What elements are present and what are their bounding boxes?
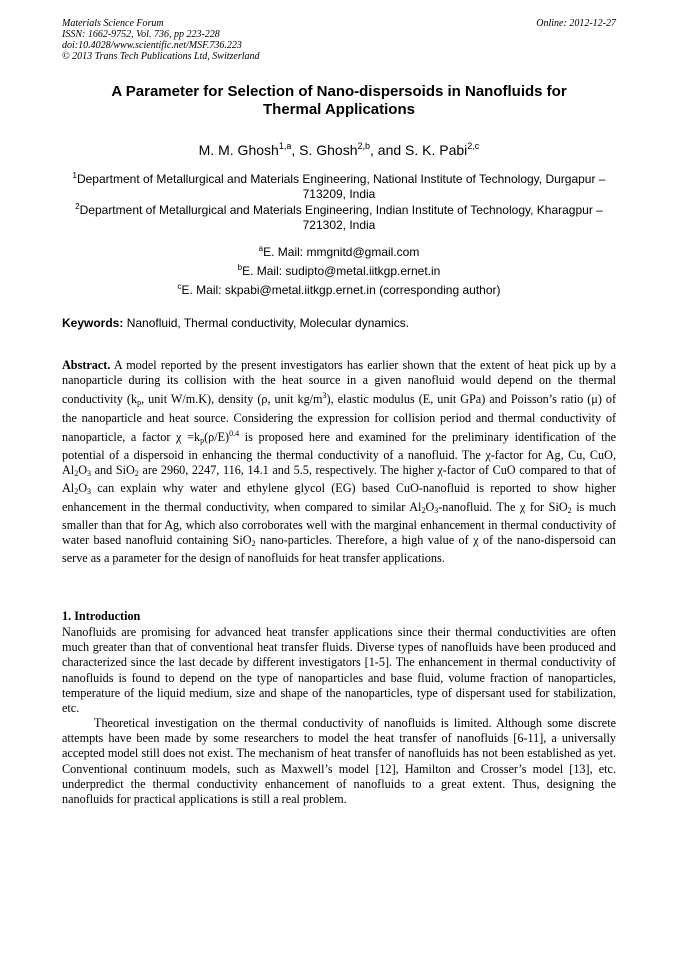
abstract-sup: 3: [322, 391, 327, 401]
keywords-label: Keywords:: [62, 316, 124, 330]
paper-title: [62, 83, 616, 119]
email-a: [62, 241, 616, 260]
abstract-text: is much smaller than that for Ag, which also corroborates well with the marginal enhancement in thermal conductivity of water based nanofluid containing SiO: [62, 499, 616, 548]
online-date: Online: 2012-12-27: [536, 18, 616, 29]
abstract-text: -nanofluid. The χ for SiO: [438, 499, 568, 514]
abstract-sub: 3: [434, 505, 439, 515]
email-a-marker: a: [258, 244, 264, 253]
author-2: S. Ghosh: [299, 142, 358, 158]
author-1: M. M. Ghosh: [198, 142, 279, 158]
abstract-sup: 0.4: [229, 428, 240, 438]
doi-line[interactable]: doi:10.4028/www.scientific.net/MSF.736.223: [62, 40, 242, 51]
author-3: and S. K. Pabi: [377, 142, 468, 158]
author-3-affil: 2,c: [467, 141, 480, 151]
email-block: [62, 241, 616, 298]
affiliation-2-marker: 2: [75, 202, 80, 211]
abstract-text: O: [425, 499, 435, 514]
abstract-text: O: [78, 481, 87, 496]
abstract-sub: p: [137, 398, 142, 408]
email-b-marker: b: [237, 263, 243, 272]
abstract-text: , unit W/m.K), density (ρ, unit kg/m: [141, 392, 323, 407]
abstract-text: are 2960, 2247, 116, 14.1 and 5.5, respectively. The higher χ-factor of CuO compared to that of Al: [62, 463, 616, 496]
abstract-text: is proposed here and examined for the preliminary identification of the potential of a dispersoid in enhancing the thermal conductivity of a nanofluid. The χ-factor for Ag, Cu, CuO, Al: [62, 429, 616, 478]
abstract-text: (ρ/E): [204, 429, 230, 444]
abstract-sub: 3: [87, 469, 91, 479]
journal-header: [62, 18, 260, 62]
title-line-2: Thermal Applications: [263, 101, 415, 118]
section-heading-introduction: 1. Introduction: [62, 609, 141, 623]
title-line-1: A Parameter for Selection of Nano-dispersoids in Nanofluids for: [111, 83, 567, 100]
author-1-affil: 1,a: [278, 141, 292, 151]
affiliation-1-marker: 1: [72, 171, 77, 180]
email-c-text[interactable]: E. Mail: skpabi@metal.iitkgp.ernet.in (corresponding author): [181, 283, 501, 297]
intro-paragraph-2: Theoretical investigation on the thermal conductivity of nanofluids is limited. Although some discrete attempts have been made by some researchers to model the heat transfer of nanofluids [6-11], a universally accepted model still does not exist. The mechanism of heat transfer of nanofluids has not been established as yet. Conventional continuum models, such as Maxwell’s model [12], Hamilton and Crosser’s model [13], etc. underpredict the thermal conductivity enhancement of nanofluids to a great extent. Thus, designing the nanofluids for practical applications is still a real problem.: [62, 716, 616, 807]
intro-paragraph-1: Nanofluids are promising for advanced heat transfer applications since their thermal conductivities are often much greater than that of conventional heat transfer fluids. Diverse types of nanofluids have been produced and characterized since the last decade by different investigators [1-5]. The enhancement in thermal conductivity of nanofluids is found to depend on the type of nanoparticles and base fluid, volume fraction of nanoparticles, temperature of the liquid medium, size and shape of the nanoparticles, type of dispersant used for stabilization, etc.: [62, 625, 616, 716]
affiliation-2: [62, 199, 616, 233]
keywords: [62, 316, 616, 331]
abstract-sub: 2: [134, 469, 139, 479]
abstract-text: nano-particles. Therefore, a high value of χ of the nano-dispersoid can serve as a parameter for the design of nanofluids for heat transfer applications.: [62, 533, 616, 566]
abstract-sub: p: [200, 435, 205, 445]
email-b-text[interactable]: E. Mail: sudipto@metal.iitkgp.ernet.in: [242, 264, 441, 278]
abstract-sub: 2: [567, 505, 572, 515]
affiliation-2-text: Department of Metallurgical and Materials Engineering, Indian Institute of Technology, Kharagpur – 721302, India: [79, 203, 603, 232]
author-2-affil: 2,b: [357, 141, 370, 151]
email-b: [62, 260, 616, 279]
abstract-text: and SiO: [91, 463, 135, 478]
issn-line: ISSN: 1662-9752, Vol. 736, pp 223-228: [62, 29, 220, 40]
affiliation-1-text: Department of Metallurgical and Materials Engineering, National Institute of Technology, Durgapur – 713209, India: [76, 172, 606, 201]
abstract-text: ), elastic modulus (E, unit GPa) and Poisson’s ratio (μ) of the nanoparticle and heat source. Considering the expression for collision period and thermal conductivity of nanoparticle, a factor χ =k: [62, 392, 617, 444]
email-c: [62, 279, 616, 298]
abstract-label: Abstract.: [62, 358, 111, 372]
keywords-text: Nanofluid, Thermal conductivity, Molecular dynamics.: [126, 316, 410, 330]
email-c-marker: c: [177, 282, 182, 291]
abstract-text: A model reported by the present investigators has earlier shown that the extent of heat pick up by a nanoparticle during its collision with the heat source in a given nanofluid would depend on the thermal conductivity (k: [62, 358, 616, 407]
abstract-text: O: [78, 463, 87, 478]
abstract-sub: 2: [251, 539, 256, 549]
abstract-text: can explain why water and ethylene glycol (EG) based CuO-nanofluid is reported to show higher enhancement in the thermal conductivity, when compared to similar Al: [62, 481, 616, 514]
abstract-sub: 2: [74, 487, 79, 497]
journal-name: Materials Science Forum: [62, 18, 164, 29]
email-a-text[interactable]: E. Mail: mmgnitd@gmail.com: [263, 245, 420, 259]
abstract-sub: 2: [421, 505, 426, 515]
author-list: M. M. Ghosh$^{1,a}$, S. Ghosh$^{2,b}$, and S. K. Pabi$^{2,c}$: [198, 141, 480, 158]
abstract: [62, 358, 616, 566]
abstract-sub: 3: [87, 487, 91, 497]
copyright-line: © 2013 Trans Tech Publications Ltd, Switzerland: [62, 51, 260, 62]
abstract-sub: 2: [74, 469, 79, 479]
affiliation-1: [62, 168, 616, 202]
